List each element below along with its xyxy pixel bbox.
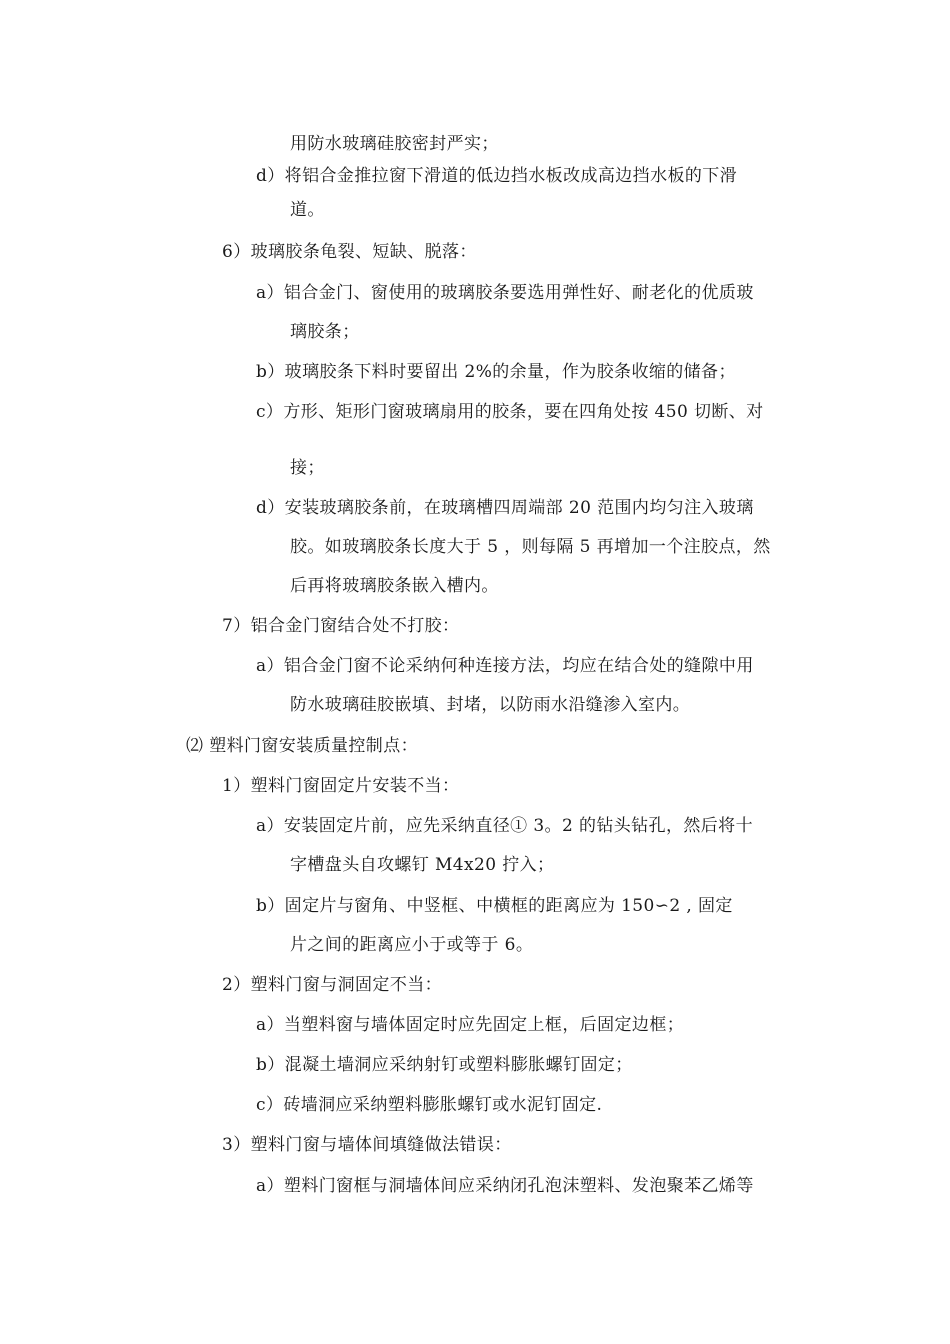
text-line: a）当塑料窗与墙体固定时应先固定上框，后固定边框； bbox=[256, 1015, 685, 1035]
text-line: 璃胶条； bbox=[290, 322, 360, 342]
text-line: 1）塑料门窗固定片安装不当： bbox=[222, 776, 460, 796]
text-line: a）铝合金门窗不论采纳何种连接方法，均应在结合处的缝隙中用 bbox=[256, 656, 754, 676]
text-line: a）安装固定片前，应先采纳直径① 3。2 的钻头钻孔，然后将十 bbox=[256, 816, 753, 836]
text-line: 字槽盘头自攻螺钉 M4x20 拧入； bbox=[290, 855, 555, 875]
text-line: 片之间的距离应小于或等于 6。 bbox=[290, 935, 534, 955]
text-line: 防水玻璃硅胶嵌填、封堵，以防雨水沿缝渗入室内。 bbox=[290, 695, 691, 715]
text-line: a）塑料门窗框与洞墙体间应采纳闭孔泡沫塑料、发泡聚苯乙烯等 bbox=[256, 1176, 754, 1196]
text-line: 6）玻璃胶条龟裂、短缺、脱落： bbox=[222, 242, 477, 262]
text-line: 后再将玻璃胶条嵌入槽内。 bbox=[290, 576, 499, 596]
text-line: c）方形、矩形门窗玻璃扇用的胶条，要在四角处按 450 切断、对 bbox=[256, 402, 764, 422]
text-line: 道。 bbox=[290, 200, 325, 220]
text-line: a）铝合金门、窗使用的玻璃胶条要选用弹性好、耐老化的优质玻 bbox=[256, 283, 754, 303]
text-line: 接； bbox=[290, 458, 325, 478]
text-line: c）砖墙洞应采纳塑料膨胀螺钉或水泥钉固定. bbox=[256, 1095, 603, 1115]
text-line: 胶。如玻璃胶条长度大于 5 ，则每隔 5 再增加一个注胶点，然 bbox=[290, 537, 771, 557]
text-line: 7）铝合金门窗结合处不打胶： bbox=[222, 616, 460, 636]
text-line: d）安装玻璃胶条前，在玻璃槽四周端部 20 范围内均匀注入玻璃 bbox=[256, 498, 754, 518]
section-heading: ⑵ 塑料门窗安装质量控制点： bbox=[186, 736, 419, 756]
text-line: 用防水玻璃硅胶密封严实； bbox=[290, 134, 499, 154]
text-line: b）玻璃胶条下料时要留出 2%的余量，作为胶条收缩的储备； bbox=[256, 362, 736, 382]
text-line: b）固定片与窗角、中竖框、中横框的距离应为 150∽2 , 固定 bbox=[256, 896, 733, 916]
text-line: 2）塑料门窗与洞固定不当： bbox=[222, 975, 443, 995]
text-line: b）混凝土墙洞应采纳射钉或塑料膨胀螺钉固定； bbox=[256, 1055, 633, 1075]
text-line: d）将铝合金推拉窗下滑道的低边挡水板改成高边挡水板的下滑 bbox=[256, 166, 738, 186]
text-line: 3）塑料门窗与墙体间填缝做法错误： bbox=[222, 1135, 512, 1155]
